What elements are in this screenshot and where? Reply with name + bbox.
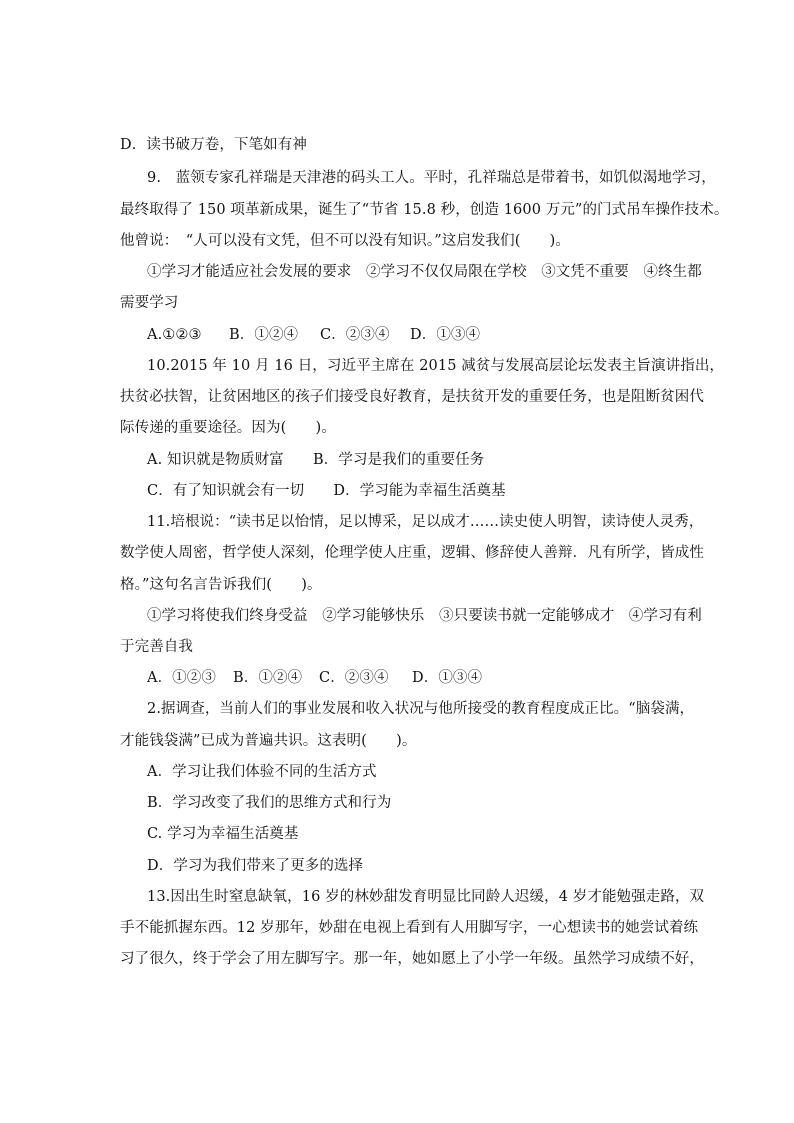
q10-stem-line-2: 扶贫必扶智，让贫困地区的孩子们接受良好教育，是扶贫开发的重要任务，也是阻断贫困代 [120,389,704,405]
q10-options-ab: A. 知识就是物质财富 B．学习是我们的重要任务 [147,452,485,468]
q11-stem-line-2: 数学使人周密，哲学使人深刻，伦理学使人庄重，逻辑、修辞使人善辩．凡有所学，皆成性 [120,545,704,561]
q11-option-d: D．①③④ [412,670,483,686]
q11-options [147,668,482,688]
q12-stem-line-2: 才能钱袋满”已成为普遍共识。这表明( )。 [120,733,417,749]
q12-option-d: D．学习为我们带来了更多的选择 [147,858,364,874]
q9-option-b: B．①②④ [229,327,299,343]
q13-stem-line-3: 习了很久，终于学会了用左脚写字。那一年，她如愿上了小学一年级。虽然学习成绩不好， [120,951,704,967]
q8-option-d: D．读书破万卷，下笔如有神 [120,137,307,153]
q11-option-a: A．①②③ [147,670,216,686]
q9-statements-line-2: 需要学习 [120,295,179,311]
q10-stem-line-1: 10.2015 年 10 月 16 日，习近平主席在 2015 减贫与发展高层论坛发表主旨演讲指出， [147,358,725,374]
q9-stem-line-1: 9. 蓝领专家孔祥瑞是天津港的码头工人。平时，孔祥瑞总是带着书，如饥似渴地学习， [147,170,716,186]
q12-option-b: B．学习改变了我们的思维方式和行为 [147,795,392,811]
q9-option-c: C．②③④ [320,327,390,343]
q10-stem-line-3: 际传递的重要途径。因为( )。 [120,420,336,436]
q9-stem-line-3: 他曾说： “人可以没有文凭，但不可以没有知识。”这启发我们( )。 [120,233,571,249]
q11-statements-line-2: 于完善自我 [120,639,193,655]
q9-statements-line-1: ①学习才能适应社会发展的要求 ②学习不仅仅局限在学校 ③文凭不重要 ④终生都 [147,264,702,280]
q9-option-d: D．①③④ [410,327,481,343]
q11-statements-line-1: ①学习将使我们终身受益 ②学习能够快乐 ③只要读书就一定能够成才 ④学习有利 [147,608,702,624]
q13-stem-line-2: 手不能抓握东西。12 岁那年，妙甜在电视上看到有人用脚写字，一心想读书的她尝试着练 [120,920,699,936]
q11-option-c: C．②③④ [319,670,389,686]
q9-stem-line-2: 最终取得了 150 项革新成果，诞生了“节省 15.8 秒，创造 1600 万元”的门式吊车操作技术。 [120,202,729,218]
q13-stem-line-1: 13.因出生时窒息缺氧，16 岁的林妙甜发育明显比同龄人迟缓，4 岁才能勉强走路，双 [147,889,705,905]
q12-option-c: C. 学习为幸福生活奠基 [147,826,299,842]
q12-stem-line-1: 2.据调查，当前人们的事业发展和收入状况与他所接受的教育程度成正比。“脑袋满， [147,701,695,717]
q11-stem-line-3: 格。”这句名言告诉我们( )。 [120,577,322,593]
q11-stem-line-1: 11.培根说：“读书足以怡情，足以博采，足以成才……读史使人明智，读诗使人灵秀， [147,514,704,530]
q12-option-a: A．学习让我们体验不同的生活方式 [147,764,377,780]
q10-options-cd: C．有了知识就会有一切 D．学习能为幸福生活奠基 [147,483,506,499]
q9-option-a: A.①②③ [147,327,202,343]
q9-options [147,325,480,345]
q11-option-b: B．①②④ [233,670,303,686]
